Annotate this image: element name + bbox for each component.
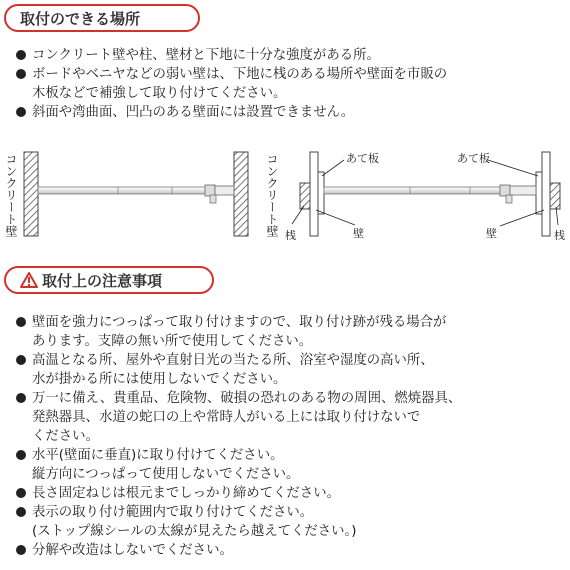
list-item-line: ボードやベニヤなどの弱い壁は、下地に桟のある場所や壁面を市販の	[32, 67, 448, 82]
list-item	[16, 484, 564, 503]
bullet-icon	[16, 545, 26, 555]
list-item	[16, 446, 564, 484]
list-item	[16, 541, 564, 560]
list-item-line: 木板などで補強して取り付けてください。	[32, 86, 287, 101]
list-item-line: 縦方向につっぱって使用しないでください。	[32, 467, 300, 482]
stud-right	[550, 183, 560, 209]
list-item	[16, 351, 564, 389]
tension-rod-concrete	[38, 185, 234, 203]
section-title-text: 取付のできる場所	[20, 9, 141, 28]
list-item	[16, 389, 564, 446]
list-item-line: ください。	[32, 429, 99, 444]
backing-plate-right	[536, 172, 542, 214]
tension-rod-board	[324, 185, 536, 203]
wall-label-left: 壁	[353, 227, 364, 240]
list-item	[16, 313, 564, 351]
list-item-line: 発熱器具、水道の蛇口の上や常時人がいる上には取り付けないで	[32, 410, 421, 425]
section-title-precautions	[4, 266, 214, 294]
list-item-line: 万一に備え、貴重品、危険物、破損の恐れのある物の周囲、燃焼器具、	[32, 391, 462, 406]
list-item-line: 水が掛かる所には使用しないでください。	[32, 372, 287, 387]
list-item-line: 斜面や湾曲面、凹凸のある壁面には設置できません。	[32, 105, 355, 120]
section-title-text: 取付上の注意事項	[42, 271, 163, 290]
concrete-wall-label-right: コンクリート壁	[265, 153, 279, 237]
bullet-icon	[16, 355, 26, 365]
list-item-line: あります。支障の無い所で使用してください。	[32, 334, 313, 349]
bullet-icon	[16, 450, 26, 460]
list-item-line: 分解や改造はしないでください。	[32, 543, 233, 558]
bullet-icon	[16, 393, 26, 403]
wall-label-right: 壁	[486, 227, 497, 240]
list-item-line: コンクリート壁や柱、壁材と下地に十分な強度がある所。	[32, 48, 380, 63]
list-item-line: 壁面を強力につっぱって取り付けますので、取り付け跡が残る場合が	[32, 315, 447, 330]
bullet-icon	[16, 317, 26, 327]
bullet-icon	[16, 488, 26, 498]
concrete-wall-right	[234, 152, 248, 236]
list-item-line: 水平(壁面に垂直)に取り付けてください。	[32, 448, 284, 463]
board-wall-left	[310, 152, 318, 236]
concrete-wall-label-left: コンクリート壁	[4, 153, 18, 237]
warning-triangle-icon	[20, 272, 38, 288]
list-item	[16, 503, 564, 541]
board-wall-right	[542, 152, 550, 236]
list-item-line: 長さ固定ねじは根元までしっかり締めてください。	[32, 486, 340, 501]
list-item-line: (ストップ線シールの太線が見えたら越えてください。)	[32, 524, 357, 539]
precautions-list	[16, 313, 564, 560]
stud-label-right: 桟	[554, 229, 565, 242]
stud-left	[300, 183, 310, 209]
list-item-line: 表示の取り付け範囲内で取り付けてください。	[32, 505, 314, 520]
backing-plate-label-left: あて板	[346, 152, 379, 165]
concrete-wall-left	[24, 152, 38, 236]
backing-plate-left	[318, 172, 324, 214]
bullet-icon	[16, 507, 26, 517]
list-item-line: 高温となる所、屋外や直射日光の当たる所、浴室や湿度の高い所、	[32, 353, 434, 368]
stud-label-left: 桟	[285, 229, 296, 242]
backing-plate-label-right: あて板	[457, 152, 490, 165]
